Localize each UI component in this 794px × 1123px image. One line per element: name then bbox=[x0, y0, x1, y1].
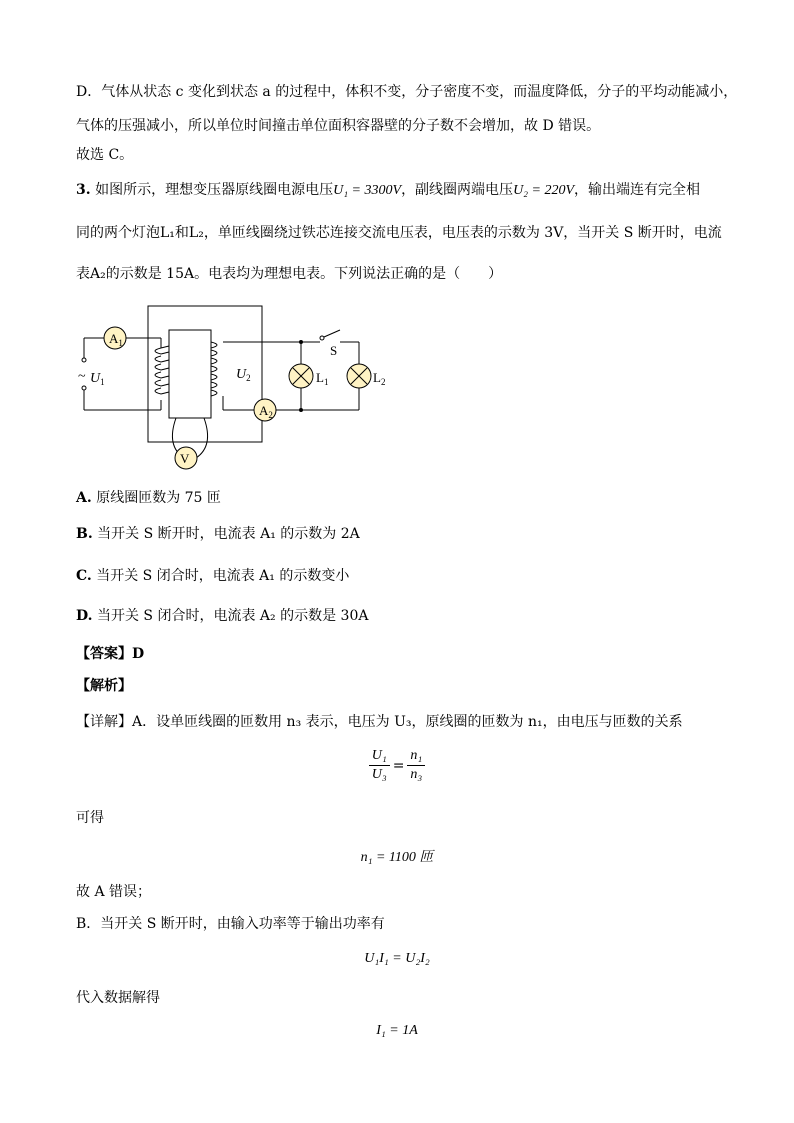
terminal-bottom bbox=[82, 386, 86, 390]
option-text: 当开关 S 断开时，电流表 A₁ 的示数为 2A bbox=[97, 526, 360, 542]
power-equation bbox=[0, 950, 794, 967]
question-text: 同的两个灯泡 bbox=[76, 225, 160, 241]
option-d[interactable] bbox=[76, 606, 368, 626]
u2-label: $U_2$ bbox=[236, 367, 251, 383]
question-line3 bbox=[76, 264, 502, 284]
ac-source-symbol: ~ bbox=[78, 369, 86, 384]
conclusion: 故选 C。 bbox=[76, 147, 134, 163]
iron-core-window bbox=[169, 330, 211, 418]
numerator-n1: n₁ bbox=[407, 748, 425, 766]
n1-result-text: n₁ = 1100 匝 bbox=[360, 850, 434, 865]
question-text: 的示数是 15A。电表均为理想电表。下列说法正确的是（ ） bbox=[105, 266, 503, 282]
detail-line1: 【详解】A．设单匝线圈的匝数用 n₃ 表示，电压为 U₃，原线圈的匝数为 n₁，由电压与匝数的关系 bbox=[76, 714, 683, 730]
fraction-right bbox=[407, 748, 425, 783]
transformer-circuit-diagram bbox=[76, 300, 396, 475]
formula-u2: U₂ = 220V bbox=[513, 183, 575, 198]
denominator-u3: U₃ bbox=[371, 767, 387, 782]
option-text: 当开关 S 闭合时，电流表 A₁ 的示数变小 bbox=[96, 568, 350, 584]
question-text: 表 bbox=[76, 266, 90, 282]
question-line2 bbox=[76, 223, 722, 243]
lamp-l1-label: L₁ bbox=[160, 225, 175, 241]
option-text: 当开关 S 闭合时，电流表 A₂ 的示数是 30A bbox=[96, 608, 369, 624]
substitute: 代入数据解得 bbox=[76, 990, 160, 1006]
answer: 【答案】D bbox=[76, 646, 145, 662]
option-b[interactable] bbox=[76, 524, 360, 544]
switch-s-blade bbox=[324, 330, 340, 337]
switch-s-pivot bbox=[320, 336, 324, 340]
formula-u1: U₁ = 3300V bbox=[333, 183, 402, 198]
lamp-l2-label: L₂ bbox=[188, 225, 204, 241]
question-line1 bbox=[76, 180, 700, 201]
option-label: D. bbox=[76, 608, 93, 624]
fraction-left bbox=[369, 748, 390, 783]
i1-result-text: I₁ = 1A bbox=[376, 1023, 418, 1038]
option-a[interactable] bbox=[76, 488, 221, 508]
a-wrong: 故 A 错误； bbox=[76, 884, 152, 900]
voltmeter-symbol: V bbox=[180, 451, 190, 466]
option-label: A. bbox=[76, 490, 92, 506]
question-text: 和 bbox=[174, 225, 189, 241]
power-equation-text: U₁I₁ = U₂I₂ bbox=[364, 951, 430, 966]
junction-bottom bbox=[299, 408, 303, 412]
voltage-ratio-equation bbox=[0, 748, 794, 783]
ammeter-a2-label: A₂ bbox=[90, 266, 106, 282]
secondary-coil bbox=[211, 342, 217, 396]
option-d-explanation-line1: D．气体从状态 c 变化到状态 a 的过程中，体积不变，分子密度不变，而温度降低，分子的平均动能减小， bbox=[76, 84, 738, 100]
option-c[interactable] bbox=[76, 566, 349, 586]
option-d-explanation-line2: 气体的压强减小，所以单位时间撞击单位面积容器壁的分子数不会增加，故 D 错误。 bbox=[76, 118, 601, 134]
question-text: ，输出端连有完全相 bbox=[574, 182, 701, 198]
primary-coil bbox=[155, 346, 169, 394]
lamp-l1-symbol: $L_1$ bbox=[316, 370, 329, 387]
option-label: B. bbox=[76, 526, 93, 542]
kede: 可得 bbox=[76, 810, 104, 826]
ammeter-a1-symbol: $A_1$ bbox=[109, 331, 123, 348]
lamp-l2-symbol: $L_2$ bbox=[373, 370, 386, 387]
question-number: 3. bbox=[76, 182, 91, 198]
detail-b-line: B．当开关 S 断开时，由输入功率等于输出功率有 bbox=[76, 916, 385, 932]
option-label: C. bbox=[76, 568, 92, 584]
question-text: ，副线圈两端电压 bbox=[401, 182, 514, 198]
analysis-header: 【解析】 bbox=[76, 678, 132, 694]
numerator-u1: U₁ bbox=[369, 748, 390, 766]
ammeter-a2-symbol: $A_2$ bbox=[259, 403, 273, 420]
equals-sign: = bbox=[392, 757, 405, 774]
question-text: ，单匝线圈绕过铁芯连接交流电压表，电压表的示数为 3V，当开关 S 断开时，电流 bbox=[203, 225, 722, 241]
question-text: 如图所示，理想变压器原线圈电源电压 bbox=[95, 182, 334, 198]
switch-s-label: S bbox=[330, 343, 338, 358]
option-text: 原线圈匝数为 75 匝 bbox=[96, 490, 221, 506]
u1-label: $U_1$ bbox=[90, 371, 105, 387]
i1-result bbox=[0, 1022, 794, 1039]
n1-result bbox=[0, 846, 794, 866]
terminal-top bbox=[82, 358, 86, 362]
denominator-n3: n₃ bbox=[410, 767, 423, 782]
